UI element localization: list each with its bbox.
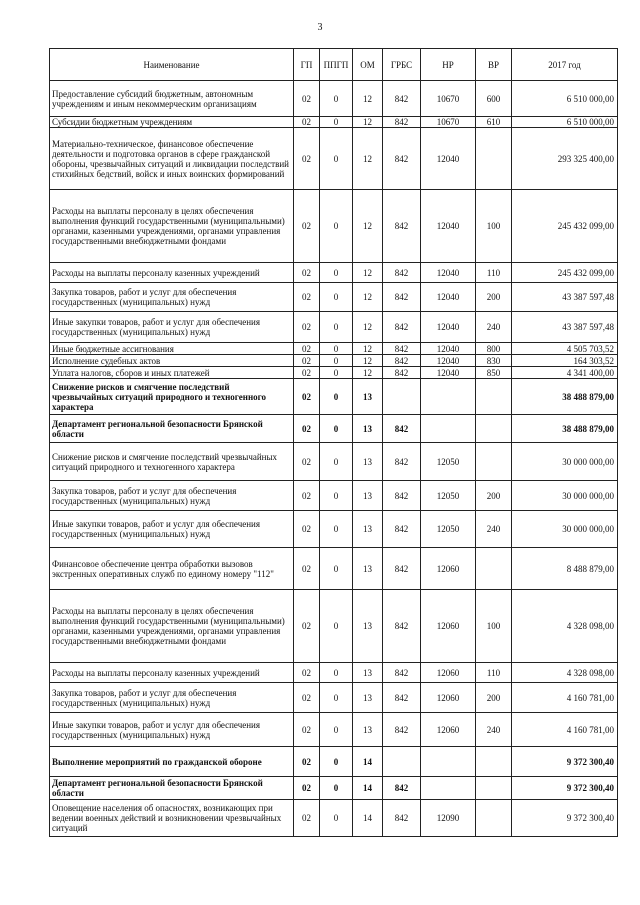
cell-np: 10670 xyxy=(421,117,476,128)
cell-gp: 02 xyxy=(294,443,320,481)
cell-pgp: 0 xyxy=(320,283,353,312)
cell-gp: 02 xyxy=(294,663,320,683)
table-row xyxy=(50,128,618,190)
header-np: НР xyxy=(421,49,476,81)
cell-om: 12 xyxy=(353,283,383,312)
cell-np: 12040 xyxy=(421,283,476,312)
cell-np: 12040 xyxy=(421,367,476,379)
cell-grbs xyxy=(383,747,421,777)
cell-gp: 02 xyxy=(294,379,320,415)
cell-vr: 200 xyxy=(476,481,512,511)
cell-name: Материально-техническое, финансовое обеспечение деятельности и подготовка органов в сфере гражданской обороны, чрезвычайных ситуаций и ликвидации последствий стихийных бедствий, войск и иных воинских формирований xyxy=(50,128,294,190)
cell-om: 12 xyxy=(353,128,383,190)
cell-np: 12060 xyxy=(421,663,476,683)
table-header-row xyxy=(50,49,618,81)
cell-pgp: 0 xyxy=(320,481,353,511)
cell-vr xyxy=(476,443,512,481)
cell-vr: 100 xyxy=(476,190,512,263)
table-row xyxy=(50,481,618,511)
cell-name: Расходы на выплаты персоналу казенных учреждений xyxy=(50,663,294,683)
cell-name: Иные бюджетные ассигнования xyxy=(50,343,294,355)
cell-vr: 800 xyxy=(476,343,512,355)
cell-om: 13 xyxy=(353,713,383,747)
cell-om: 12 xyxy=(353,355,383,367)
cell-om: 12 xyxy=(353,367,383,379)
table-row xyxy=(50,283,618,312)
table-row xyxy=(50,415,618,443)
cell-om: 12 xyxy=(353,263,383,283)
cell-sum: 30 000 000,00 xyxy=(512,511,618,548)
cell-name: Иные закупки товаров, работ и услуг для обеспечения государственных (муниципальных) нужд xyxy=(50,312,294,343)
table-row xyxy=(50,443,618,481)
cell-vr xyxy=(476,379,512,415)
cell-gp: 02 xyxy=(294,367,320,379)
cell-om: 13 xyxy=(353,379,383,415)
cell-pgp: 0 xyxy=(320,312,353,343)
cell-np: 12050 xyxy=(421,511,476,548)
cell-sum: 245 432 099,00 xyxy=(512,263,618,283)
table-row xyxy=(50,343,618,355)
cell-om: 12 xyxy=(353,81,383,117)
cell-gp: 02 xyxy=(294,117,320,128)
cell-vr: 110 xyxy=(476,263,512,283)
cell-vr: 200 xyxy=(476,283,512,312)
cell-pgp: 0 xyxy=(320,379,353,415)
cell-name: Закупка товаров, работ и услуг для обеспечения государственных (муниципальных) нужд xyxy=(50,283,294,312)
cell-name: Закупка товаров, работ и услуг для обеспечения государственных (муниципальных) нужд xyxy=(50,683,294,713)
cell-np xyxy=(421,379,476,415)
cell-grbs: 842 xyxy=(383,511,421,548)
cell-name: Выполнение мероприятий по гражданской обороне xyxy=(50,747,294,777)
cell-gp: 02 xyxy=(294,415,320,443)
cell-gp: 02 xyxy=(294,511,320,548)
cell-np: 12050 xyxy=(421,481,476,511)
cell-pgp: 0 xyxy=(320,263,353,283)
cell-name: Исполнение судебных актов xyxy=(50,355,294,367)
cell-grbs: 842 xyxy=(383,590,421,663)
cell-sum: 4 160 781,00 xyxy=(512,713,618,747)
table-row xyxy=(50,663,618,683)
cell-name: Расходы на выплаты персоналу казенных учреждений xyxy=(50,263,294,283)
cell-grbs: 842 xyxy=(383,683,421,713)
cell-gp: 02 xyxy=(294,747,320,777)
cell-grbs: 842 xyxy=(383,800,421,837)
cell-sum: 4 341 400,00 xyxy=(512,367,618,379)
cell-sum: 9 372 300,40 xyxy=(512,777,618,800)
cell-gp: 02 xyxy=(294,263,320,283)
cell-om: 12 xyxy=(353,343,383,355)
cell-om: 12 xyxy=(353,312,383,343)
cell-vr: 600 xyxy=(476,81,512,117)
table-row xyxy=(50,713,618,747)
cell-sum: 30 000 000,00 xyxy=(512,481,618,511)
cell-name: Снижение рисков и смягчение последствий чрезвычайных ситуаций природного и техногенного характера xyxy=(50,443,294,481)
header-year: 2017 год xyxy=(512,49,618,81)
cell-sum: 4 328 098,00 xyxy=(512,663,618,683)
cell-np xyxy=(421,777,476,800)
table-row xyxy=(50,683,618,713)
cell-pgp: 0 xyxy=(320,683,353,713)
cell-gp: 02 xyxy=(294,590,320,663)
cell-name: Предоставление субсидий бюджетным, автономным учреждениям и иным некоммерческим организациям xyxy=(50,81,294,117)
cell-vr: 200 xyxy=(476,683,512,713)
cell-om: 13 xyxy=(353,415,383,443)
cell-grbs: 842 xyxy=(383,548,421,590)
header-gp: ГП xyxy=(294,49,320,81)
cell-om: 12 xyxy=(353,190,383,263)
cell-gp: 02 xyxy=(294,800,320,837)
cell-np: 12060 xyxy=(421,713,476,747)
budget-table xyxy=(49,48,618,837)
cell-om: 14 xyxy=(353,800,383,837)
cell-gp: 02 xyxy=(294,312,320,343)
cell-pgp: 0 xyxy=(320,590,353,663)
cell-vr xyxy=(476,415,512,443)
cell-pgp: 0 xyxy=(320,367,353,379)
cell-name: Финансовое обеспечение центра обработки вызовов экстренных оперативных служб по единому номеру "112" xyxy=(50,548,294,590)
cell-name: Закупка товаров, работ и услуг для обеспечения государственных (муниципальных) нужд xyxy=(50,481,294,511)
cell-pgp: 0 xyxy=(320,800,353,837)
table-row xyxy=(50,379,618,415)
cell-sum: 30 000 000,00 xyxy=(512,443,618,481)
cell-vr xyxy=(476,548,512,590)
cell-grbs xyxy=(383,379,421,415)
cell-om: 12 xyxy=(353,117,383,128)
cell-sum: 6 510 000,00 xyxy=(512,117,618,128)
cell-pgp: 0 xyxy=(320,713,353,747)
cell-pgp: 0 xyxy=(320,117,353,128)
table-row xyxy=(50,777,618,800)
cell-vr: 830 xyxy=(476,355,512,367)
cell-grbs: 842 xyxy=(383,263,421,283)
cell-np: 12040 xyxy=(421,343,476,355)
table-row xyxy=(50,81,618,117)
table-row xyxy=(50,190,618,263)
cell-sum: 4 328 098,00 xyxy=(512,590,618,663)
cell-np: 12060 xyxy=(421,683,476,713)
cell-gp: 02 xyxy=(294,548,320,590)
cell-vr xyxy=(476,128,512,190)
cell-vr: 240 xyxy=(476,713,512,747)
cell-gp: 02 xyxy=(294,713,320,747)
cell-grbs: 842 xyxy=(383,415,421,443)
cell-vr xyxy=(476,777,512,800)
cell-sum: 9 372 300,40 xyxy=(512,747,618,777)
table-row xyxy=(50,800,618,837)
cell-pgp: 0 xyxy=(320,81,353,117)
cell-np: 12090 xyxy=(421,800,476,837)
cell-grbs: 842 xyxy=(383,443,421,481)
cell-pgp: 0 xyxy=(320,343,353,355)
cell-sum: 38 488 879,00 xyxy=(512,415,618,443)
cell-sum: 6 510 000,00 xyxy=(512,81,618,117)
cell-vr: 240 xyxy=(476,511,512,548)
cell-vr: 850 xyxy=(476,367,512,379)
cell-gp: 02 xyxy=(294,190,320,263)
cell-sum: 43 387 597,48 xyxy=(512,283,618,312)
table-row xyxy=(50,312,618,343)
cell-name: Субсидии бюджетным учреждениям xyxy=(50,117,294,128)
cell-np: 12040 xyxy=(421,263,476,283)
cell-om: 14 xyxy=(353,747,383,777)
cell-grbs: 842 xyxy=(383,777,421,800)
table-row xyxy=(50,548,618,590)
cell-name: Департамент региональной безопасности Брянской области xyxy=(50,415,294,443)
page-number: 3 xyxy=(317,22,323,33)
cell-name: Расходы на выплаты персоналу в целях обеспечения выполнения функций государственными (муниципальными) органами, казенными учреждениями, органами управления государственными внебюджетными фондами xyxy=(50,590,294,663)
cell-gp: 02 xyxy=(294,81,320,117)
cell-np: 12040 xyxy=(421,128,476,190)
table-row xyxy=(50,355,618,367)
cell-grbs: 842 xyxy=(383,117,421,128)
cell-np: 10670 xyxy=(421,81,476,117)
cell-gp: 02 xyxy=(294,777,320,800)
cell-np xyxy=(421,747,476,777)
cell-pgp: 0 xyxy=(320,128,353,190)
cell-sum: 43 387 597,48 xyxy=(512,312,618,343)
cell-grbs: 842 xyxy=(383,312,421,343)
cell-np: 12040 xyxy=(421,190,476,263)
cell-sum: 4 160 781,00 xyxy=(512,683,618,713)
header-vr: ВР xyxy=(476,49,512,81)
cell-grbs: 842 xyxy=(383,343,421,355)
cell-om: 13 xyxy=(353,443,383,481)
cell-vr: 240 xyxy=(476,312,512,343)
cell-grbs: 842 xyxy=(383,713,421,747)
cell-om: 13 xyxy=(353,548,383,590)
cell-om: 13 xyxy=(353,481,383,511)
cell-pgp: 0 xyxy=(320,747,353,777)
cell-vr: 100 xyxy=(476,590,512,663)
cell-sum: 8 488 879,00 xyxy=(512,548,618,590)
table-row xyxy=(50,511,618,548)
cell-grbs: 842 xyxy=(383,355,421,367)
cell-name: Иные закупки товаров, работ и услуг для обеспечения государственных (муниципальных) нужд xyxy=(50,511,294,548)
cell-pgp: 0 xyxy=(320,355,353,367)
cell-np: 12050 xyxy=(421,443,476,481)
cell-name: Оповещение населения об опасностях, возникающих при ведении военных действий и возникновении чрезвычайных ситуаций xyxy=(50,800,294,837)
cell-pgp: 0 xyxy=(320,548,353,590)
cell-name: Департамент региональной безопасности Брянской области xyxy=(50,777,294,800)
cell-gp: 02 xyxy=(294,283,320,312)
table-row xyxy=(50,117,618,128)
cell-name: Иные закупки товаров, работ и услуг для обеспечения государственных (муниципальных) нужд xyxy=(50,713,294,747)
cell-grbs: 842 xyxy=(383,481,421,511)
cell-pgp: 0 xyxy=(320,415,353,443)
cell-vr xyxy=(476,800,512,837)
cell-pgp: 0 xyxy=(320,663,353,683)
cell-vr xyxy=(476,747,512,777)
cell-grbs: 842 xyxy=(383,128,421,190)
cell-vr: 610 xyxy=(476,117,512,128)
cell-om: 13 xyxy=(353,511,383,548)
cell-sum: 4 505 703,52 xyxy=(512,343,618,355)
cell-grbs: 842 xyxy=(383,81,421,117)
table-row xyxy=(50,747,618,777)
cell-grbs: 842 xyxy=(383,283,421,312)
cell-om: 13 xyxy=(353,663,383,683)
cell-om: 13 xyxy=(353,683,383,713)
header-name: Наименование xyxy=(50,49,294,81)
table-row xyxy=(50,590,618,663)
cell-np: 12060 xyxy=(421,590,476,663)
cell-sum: 245 432 099,00 xyxy=(512,190,618,263)
cell-pgp: 0 xyxy=(320,443,353,481)
cell-gp: 02 xyxy=(294,343,320,355)
header-grbs: ГРБС xyxy=(383,49,421,81)
cell-gp: 02 xyxy=(294,481,320,511)
cell-vr: 110 xyxy=(476,663,512,683)
cell-pgp: 0 xyxy=(320,777,353,800)
cell-grbs: 842 xyxy=(383,190,421,263)
cell-np: 12040 xyxy=(421,312,476,343)
cell-om: 13 xyxy=(353,590,383,663)
cell-grbs: 842 xyxy=(383,663,421,683)
table-row xyxy=(50,367,618,379)
cell-pgp: 0 xyxy=(320,511,353,548)
cell-pgp: 0 xyxy=(320,190,353,263)
cell-name: Снижение рисков и смягчение последствий чрезвычайных ситуаций природного и техногенного характера xyxy=(50,379,294,415)
table-row xyxy=(50,263,618,283)
header-om: ОМ xyxy=(353,49,383,81)
cell-gp: 02 xyxy=(294,355,320,367)
cell-sum: 38 488 879,00 xyxy=(512,379,618,415)
cell-grbs: 842 xyxy=(383,367,421,379)
cell-np: 12060 xyxy=(421,548,476,590)
header-pgp: ППГП xyxy=(320,49,353,81)
cell-name: Расходы на выплаты персоналу в целях обеспечения выполнения функций государственными (муниципальными) органами, казенными учреждениями, органами управления государственными внебюджетными фондами xyxy=(50,190,294,263)
cell-sum: 9 372 300,40 xyxy=(512,800,618,837)
cell-np: 12040 xyxy=(421,355,476,367)
cell-sum: 164 303,52 xyxy=(512,355,618,367)
cell-gp: 02 xyxy=(294,683,320,713)
cell-np xyxy=(421,415,476,443)
cell-om: 14 xyxy=(353,777,383,800)
cell-name: Уплата налогов, сборов и иных платежей xyxy=(50,367,294,379)
cell-sum: 293 325 400,00 xyxy=(512,128,618,190)
cell-gp: 02 xyxy=(294,128,320,190)
